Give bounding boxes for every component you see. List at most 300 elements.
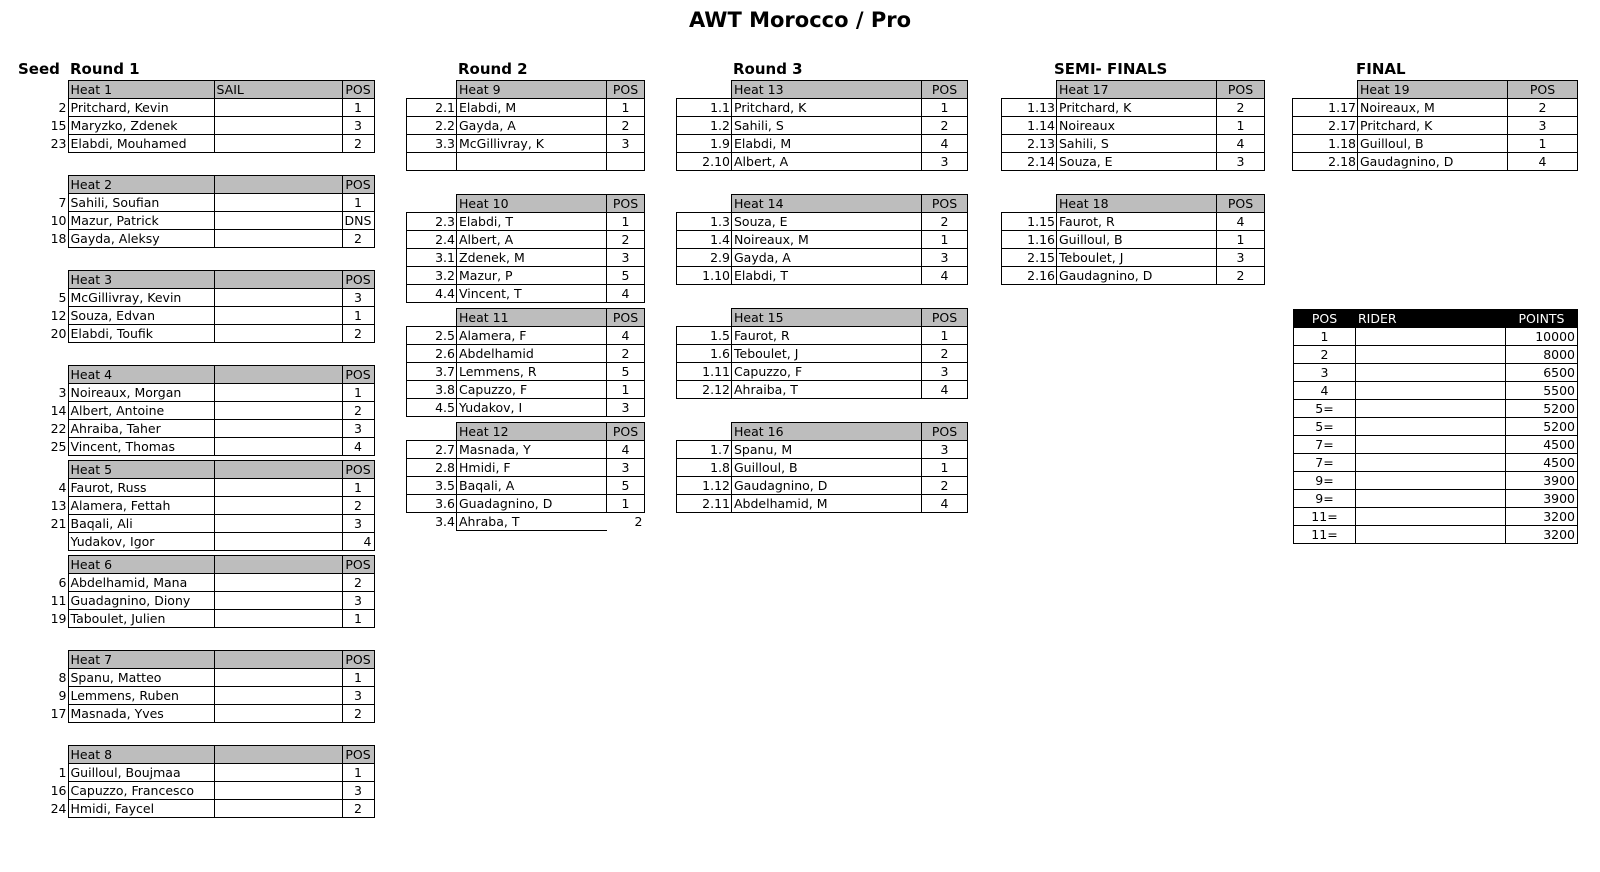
table-row [1002,267,1265,285]
heat-header [44,271,374,289]
rider-name: Elabdi, Mouhamed [68,135,214,153]
seed-cell: 11 [50,592,67,608]
points-value: 4500 [1506,436,1578,454]
table-row [677,441,968,459]
table-row [44,705,374,723]
pos-cell: 3 [1217,153,1265,171]
pos-cell: 2 [342,402,374,420]
seed-cell: 2.5 [407,327,457,345]
rider-name: Guadagnino, D [457,495,607,513]
rider-name: Masnada, Yves [68,705,214,723]
seed-cell: 18 [50,230,67,246]
points-rider [1356,418,1506,436]
table-row [407,441,645,459]
heat-table [406,422,645,531]
pos-cell: 3 [342,592,374,610]
pos-cell: 1 [342,384,374,402]
table-row [44,592,374,610]
table-row [407,363,645,381]
table-row [677,495,968,513]
pos-header: POS [1508,81,1578,99]
points-rider [1356,328,1506,346]
heat-table [676,422,968,513]
rider-name: Sahili, Soufian [68,194,214,212]
heat-header [677,81,968,99]
pos-cell: 1 [342,669,374,687]
sail-cell [214,687,342,705]
pos-cell: 4 [607,285,645,303]
rider-name: Teboulet, J [732,345,922,363]
seed-cell [677,81,732,99]
table-row [407,249,645,267]
pos-cell: 4 [342,533,374,551]
rider-name: Ahraiba, T [732,381,922,399]
heat-name: Heat 14 [732,195,922,213]
seed-cell: 1.6 [677,345,732,363]
pos-cell: 4 [922,135,968,153]
seed-cell: 4.4 [407,285,457,303]
sail-header [214,176,342,194]
heat-name: Heat 7 [68,651,214,669]
points-value: 3900 [1506,490,1578,508]
seed-cell: 1.2 [677,117,732,135]
rider-name: Hmidi, F [457,459,607,477]
table-row [677,153,968,171]
seed-cell [44,366,68,384]
rider-name: Capuzzo, F [732,363,922,381]
pos-header: POS [342,556,374,574]
table-row [677,327,968,345]
heat-name: Heat 2 [68,176,214,194]
seed-cell: 2 [58,99,67,115]
heat-table [406,80,645,171]
pos-header: POS [1217,195,1265,213]
points-row [1294,436,1578,454]
table-row [44,610,374,628]
table-row [677,249,968,267]
seed-cell: 1.13 [1002,99,1057,117]
points-header-cell: POINTS [1506,310,1578,328]
table-row [677,363,968,381]
rider-name: Pritchard, K [1358,117,1508,135]
points-rider [1356,346,1506,364]
rider-name: Yudakov, Igor [68,533,214,551]
round3-label: Round 3 [733,60,803,78]
heat-name: Heat 17 [1057,81,1217,99]
table-row [44,325,374,343]
rider-name: Alamera, Fettah [68,497,214,515]
pos-header: POS [342,271,374,289]
seed-cell: 2.8 [407,459,457,477]
seed-cell: 2.16 [1002,267,1057,285]
seed-cell: 2.12 [677,381,732,399]
heat-name: Heat 8 [68,746,214,764]
rider-name: Guilloul, B [732,459,922,477]
pos-cell: 1 [342,479,374,497]
table-row [44,800,374,818]
table-row [44,230,374,248]
points-value: 3200 [1506,508,1578,526]
pos-cell: 3 [342,515,374,533]
seed-cell: 2.9 [677,249,732,267]
sail-cell [214,515,342,533]
seed-cell: 3.5 [407,477,457,495]
seed-cell: 2.14 [1002,153,1057,171]
table-row [407,495,645,513]
pos-cell: 1 [607,99,645,117]
rider-name: Guadagnino, Diony [68,592,214,610]
points-pos: 9= [1294,472,1356,490]
seed-cell: 1.8 [677,459,732,477]
rider-name: Abdelhamid, M [732,495,922,513]
seed-cell: 1.3 [677,213,732,231]
seed-cell [44,651,68,669]
pos-cell: 2 [607,345,645,363]
table-row [677,99,968,117]
table-row [44,497,374,515]
heat-header [44,651,374,669]
rider-name: Elabdi, T [457,213,607,231]
seed-cell [407,81,457,99]
seed-cell: 3.8 [407,381,457,399]
rider-name: Faurot, R [1057,213,1217,231]
seed-cell: 2.18 [1293,153,1358,171]
table-row [1002,117,1265,135]
table-row [407,381,645,399]
rider-name: Ahraba, T [457,513,607,531]
points-row [1294,364,1578,382]
sail-cell [214,289,342,307]
pos-cell: 2 [342,800,374,818]
round2-label: Round 2 [458,60,528,78]
pos-cell: 1 [1217,231,1265,249]
pos-cell: 3 [1508,117,1578,135]
seed-cell: 1.5 [677,327,732,345]
seed-cell [677,309,732,327]
seed-cell: 10 [50,212,67,228]
table-row [677,117,968,135]
heat-table [44,365,375,456]
pos-header: POS [342,651,374,669]
pos-cell: 4 [1217,135,1265,153]
pos-header: POS [922,309,968,327]
rider-name: Albert, Antoine [68,402,214,420]
pos-cell: 1 [342,307,374,325]
heat-table [1292,80,1578,171]
heat-table [406,308,645,417]
points-row [1294,526,1578,544]
seed-cell: 24 [50,800,67,816]
rider-name: Taboulet, Julien [68,610,214,628]
pos-cell: 1 [922,99,968,117]
seed-cell: 25 [50,438,67,454]
pos-cell: 3 [607,459,645,477]
seed-cell: 14 [50,402,67,418]
rider-name: Lemmens, Ruben [68,687,214,705]
table-row [44,764,374,782]
seed-cell: 2.15 [1002,249,1057,267]
points-rider [1356,364,1506,382]
seed-label: Seed [18,60,60,78]
table-row [1293,117,1578,135]
heat-name: Heat 9 [457,81,607,99]
pos-cell: 3 [922,249,968,267]
table-row [1293,135,1578,153]
pos-cell: 2 [607,231,645,249]
pos-cell: 4 [1508,153,1578,171]
rider-name: Noireaux, M [1358,99,1508,117]
heat-name: Heat 5 [68,461,214,479]
seed-cell [44,176,68,194]
table-row [44,687,374,705]
semi-finals-label: SEMI- FINALS [1054,60,1168,78]
sail-cell [214,99,342,117]
seed-cell: 3.4 [435,513,455,529]
points-pos: 7= [1294,454,1356,472]
points-value: 5200 [1506,400,1578,418]
seed-cell: 1.18 [1293,135,1358,153]
points-pos: 11= [1294,508,1356,526]
points-value: 4500 [1506,454,1578,472]
seed-cell: 13 [50,497,67,513]
rider-name: Abdelhamid [457,345,607,363]
rider-name: Gayda, A [732,249,922,267]
pos-cell: 1 [922,459,968,477]
heat-name: Heat 4 [68,366,214,384]
round1-label: Round 1 [70,60,140,78]
page-title: AWT Morocco / Pro [688,8,911,32]
seed-cell: 12 [50,307,67,323]
table-row [677,231,968,249]
table-row [44,307,374,325]
pos-header: POS [342,81,374,99]
table-row [677,267,968,285]
pos-cell: 3 [922,441,968,459]
heat-header [44,556,374,574]
seed-cell: 1.14 [1002,117,1057,135]
pos-cell: 4 [922,381,968,399]
seed-cell: 7 [58,194,67,210]
pos-cell: 1 [342,99,374,117]
seed-cell: 2.7 [407,441,457,459]
heat-table [406,194,645,303]
sail-cell [214,764,342,782]
table-row [1293,99,1578,117]
seed-cell: 1.17 [1293,99,1358,117]
rider-name: Lemmens, R [457,363,607,381]
pos-cell: 4 [342,438,374,456]
sail-cell [214,782,342,800]
table-row [407,213,645,231]
seed-cell: 1.9 [677,135,732,153]
points-row [1294,400,1578,418]
seed-cell [1002,81,1057,99]
sail-header: SAIL [214,81,342,99]
rider-name: McGillivray, K [457,135,607,153]
table-row [44,782,374,800]
rider-name: Hmidi, Faycel [68,800,214,818]
table-row [1293,153,1578,171]
heat-header [44,746,374,764]
seed-cell: 2.6 [407,345,457,363]
table-row [407,513,645,531]
seed-cell: 2.2 [407,117,457,135]
pos-cell: 3 [607,399,645,417]
points-row [1294,490,1578,508]
seed-cell: 1.11 [677,363,732,381]
pos-cell: 2 [342,135,374,153]
points-value: 5200 [1506,418,1578,436]
heat-name: Heat 12 [457,423,607,441]
table-row [1002,99,1265,117]
seed-cell: 3.7 [407,363,457,381]
rider-name: Noireaux, M [732,231,922,249]
seed-cell: 15 [50,117,67,133]
sail-cell [214,194,342,212]
pos-header: POS [607,423,645,441]
points-pos: 5= [1294,418,1356,436]
rider-name: Baqali, Ali [68,515,214,533]
heat-name: Heat 16 [732,423,922,441]
points-rider [1356,472,1506,490]
rider-name: Souza, Edvan [68,307,214,325]
points-value: 6500 [1506,364,1578,382]
seed-cell: 1.1 [677,99,732,117]
pos-cell: 3 [922,153,968,171]
seed-cell [44,81,68,99]
sail-cell [214,212,342,230]
table-row [407,153,645,171]
sail-cell [214,533,342,551]
points-rider [1356,454,1506,472]
heat-name: Heat 15 [732,309,922,327]
rider-name: Mazur, P [457,267,607,285]
table-row [677,477,968,495]
sail-header [214,366,342,384]
table-row [1002,231,1265,249]
seed-cell: 1.7 [677,441,732,459]
pos-cell: 4 [607,441,645,459]
heat-name: Heat 1 [68,81,214,99]
seed-cell: 2.1 [407,99,457,117]
points-row [1294,382,1578,400]
table-row [1002,213,1265,231]
heat-name: Heat 19 [1358,81,1508,99]
points-pos: 3 [1294,364,1356,382]
rider-name: Noireaux [1057,117,1217,135]
sail-header [214,746,342,764]
seed-cell [44,746,68,764]
points-pos: 1 [1294,328,1356,346]
seed-cell: 3.6 [407,495,457,513]
rider-name: Albert, A [732,153,922,171]
rider-name: Spanu, Matteo [68,669,214,687]
seed-cell: 1 [58,764,67,780]
table-row [1002,135,1265,153]
heat-table [44,555,375,628]
seed-cell: 8 [58,669,67,685]
pos-cell: 2 [1508,99,1578,117]
pos-cell: 3 [607,249,645,267]
sail-cell [214,574,342,592]
sail-cell [214,135,342,153]
rider-name: Spanu, M [732,441,922,459]
points-value: 3900 [1506,472,1578,490]
pos-cell: DNS [342,212,374,230]
heat-header [407,195,645,213]
points-rider [1356,526,1506,544]
points-row [1294,418,1578,436]
pos-cell: 2 [1217,267,1265,285]
seed-cell: 2.11 [677,495,732,513]
sail-cell [214,402,342,420]
heat-table [44,745,375,818]
sail-cell [214,438,342,456]
table-row [44,212,374,230]
points-row [1294,472,1578,490]
table-row [407,285,645,303]
seed-cell [407,309,457,327]
rider-name: Vincent, T [457,285,607,303]
table-row [44,574,374,592]
heat-header [44,366,374,384]
rider-name: Guilloul, B [1057,231,1217,249]
table-row [1002,249,1265,267]
table-row [407,99,645,117]
pos-header: POS [922,81,968,99]
sail-header [214,651,342,669]
seed-cell [44,271,68,289]
heat-name: Heat 10 [457,195,607,213]
sail-cell [214,705,342,723]
table-row [677,381,968,399]
rider-name: Mazur, Patrick [68,212,214,230]
heat-header [1002,195,1265,213]
heat-header [677,423,968,441]
pos-cell: 2 [342,574,374,592]
seed-cell [407,153,457,171]
table-row [44,515,374,533]
heat-table [44,175,375,248]
pos-cell: 2 [922,345,968,363]
points-rider [1356,382,1506,400]
pos-header: POS [342,461,374,479]
heat-table [44,650,375,723]
points-row [1294,454,1578,472]
pos-cell [607,153,645,171]
rider-name: Abdelhamid, Mana [68,574,214,592]
pos-header: POS [607,195,645,213]
table-row [677,213,968,231]
heat-table [44,270,375,343]
pos-cell: 1 [342,194,374,212]
pos-cell: 4 [922,267,968,285]
seed-cell: 20 [50,325,67,341]
points-pos: 5= [1294,400,1356,418]
pos-cell: 3 [342,117,374,135]
points-header [1294,310,1578,328]
seed-cell [44,461,68,479]
points-value: 10000 [1506,328,1578,346]
heat-header [407,423,645,441]
rider-name: Guilloul, Boujmaa [68,764,214,782]
rider-name: Pritchard, K [732,99,922,117]
pos-cell: 1 [342,610,374,628]
heat-name: Heat 18 [1057,195,1217,213]
sail-cell [214,230,342,248]
seed-cell: 2.3 [407,213,457,231]
sail-cell [214,610,342,628]
